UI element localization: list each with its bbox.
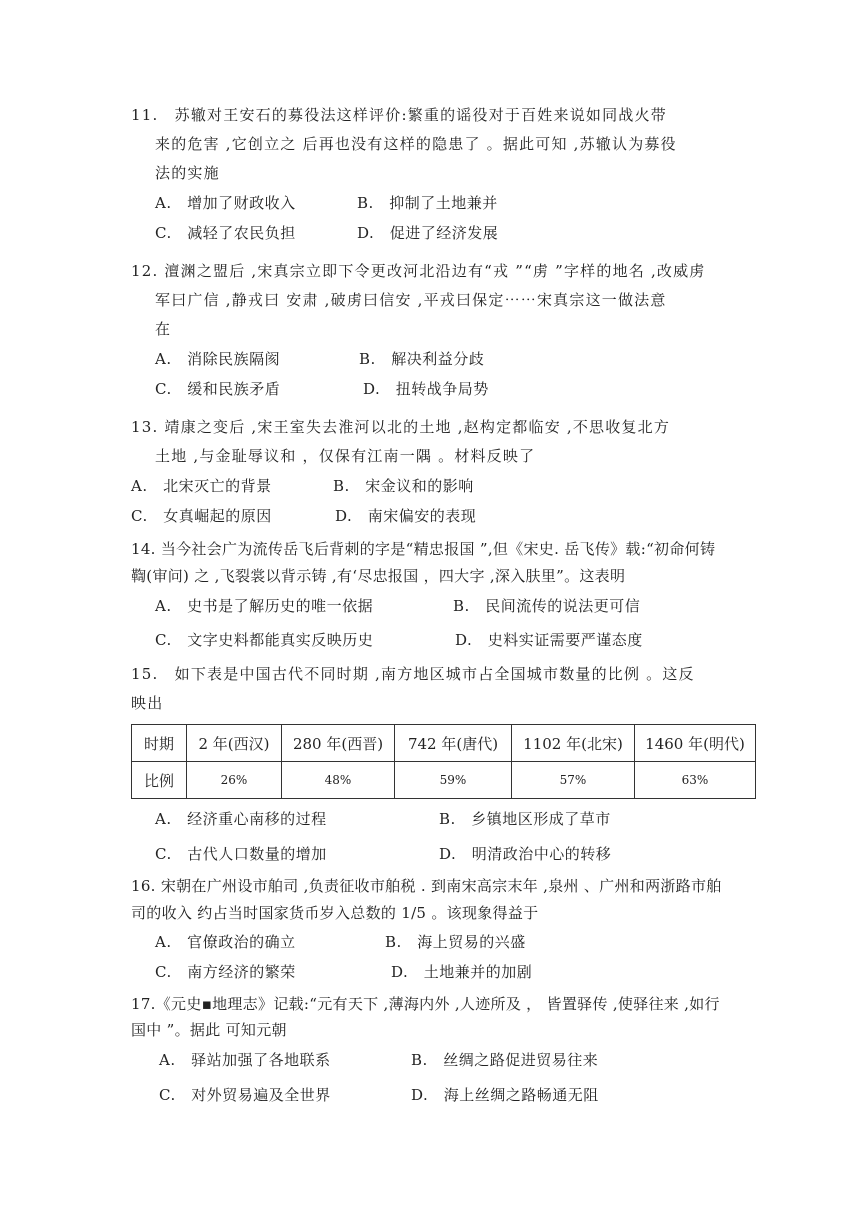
option-b: B. 海上贸易的兴盛: [385, 933, 526, 951]
option-b: B. 丝绸之路促进贸易往来: [411, 1051, 599, 1069]
option-c: C. 文字史料都能真实反映历史: [155, 631, 374, 649]
table-cell: 2 年(西汉): [187, 725, 282, 762]
option-b: B. 民间流传的说法更可信: [453, 597, 641, 615]
option-a: A. 史书是了解历史的唯一依据: [155, 597, 374, 615]
option-a: A. 官僚政治的确立: [155, 933, 296, 951]
option-a: A. 驿站加强了各地联系: [159, 1051, 331, 1069]
question-stem-line: 14. 当今社会广为流传岳飞后背刺的字是“精忠报国 ”,但《宋史. 岳飞传》载:“初命何铸: [131, 540, 716, 558]
table-cell: 280 年(西晋): [282, 725, 395, 762]
question-stem-line: 军曰广信 ,静戎曰 安肃 ,破虏曰信安 ,平戎曰保定⋯⋯宋真宗这一做法意: [155, 291, 667, 309]
option-c: C. 古代人口数量的增加: [155, 845, 327, 863]
table-header-row: [132, 725, 756, 762]
question-stem-line: 15. 如下表是中国古代不同时期 ,南方地区城市占全国城市数量的比例 。这反: [131, 665, 695, 683]
table-cell: 57%: [512, 762, 635, 799]
option-b: B. 宋金议和的影响: [333, 477, 474, 495]
table-cell: 59%: [395, 762, 512, 799]
option-b: B. 乡镇地区形成了草市: [439, 810, 611, 828]
option-b: B. 解决利益分歧: [359, 350, 485, 368]
table-cell: 742 年(唐代): [395, 725, 512, 762]
option-b: B. 抑制了土地兼并: [357, 194, 498, 212]
question-stem-line: 13. 靖康之变后 ,宋王室失去淮河以北的土地 ,赵构定都临安 ,不思收复北方: [131, 418, 671, 436]
table-cell: 63%: [635, 762, 756, 799]
question-stem-line: 鞫(审问) 之 ,飞裂裳以背示铸 ,有‘尽忠报国 ，四大字 ,深入肤里”。这表明: [131, 567, 626, 585]
option-d: D. 土地兼并的加剧: [391, 963, 533, 981]
option-d: D. 南宋偏安的表现: [335, 507, 477, 525]
option-c: C. 女真崛起的原因: [131, 507, 272, 525]
option-c: C. 缓和民族矛盾: [155, 380, 281, 398]
option-a: A. 经济重心南移的过程: [155, 810, 327, 828]
question-stem-line: 12. 澶渊之盟后 ,宋真宗立即下令更改河北沿边有“戎 ”“虏 ”字样的地名 ,改威虏: [131, 262, 706, 280]
option-a: A. 增加了财政收入: [155, 194, 296, 212]
option-d: D. 史料实证需要严谨态度: [455, 631, 643, 649]
option-d: D. 促进了经济发展: [357, 224, 499, 242]
option-c: C. 减轻了农民负担: [155, 224, 296, 242]
table-cell: 26%: [187, 762, 282, 799]
question-stem-line: 司的收入 约占当时国家货币岁入总数的 1/5 。该现象得益于: [131, 904, 539, 922]
city-ratio-table: [131, 724, 756, 799]
option-d: D. 扭转战争局势: [363, 380, 489, 398]
question-stem-line: 来的危害 ,它创立之 后再也没有这样的隐患了 。据此可知 ,苏辙认为募役: [155, 135, 677, 153]
option-d: D. 海上丝绸之路畅通无阻: [411, 1086, 599, 1104]
table-cell: 比例: [132, 762, 187, 799]
question-stem-line: 国中 ”。据此 可知元朝: [131, 1021, 287, 1039]
table-cell: 1460 年(明代): [635, 725, 756, 762]
question-stem-line: 在: [155, 320, 172, 338]
table-cell: 时期: [132, 725, 187, 762]
question-stem-line: 法的实施: [155, 164, 220, 182]
option-d: D. 明清政治中心的转移: [439, 845, 612, 863]
question-stem-line: 17.《元史▪地理志》记载:“元有天下 ,薄海内外 ,人迹所及 ， 皆置驿传 ,使驿往来 ,如行: [131, 995, 720, 1013]
question-stem-line: 土地 ,与金耻辱议和 ，仅保有江南一隅 。材料反映了: [155, 447, 536, 465]
table-row: [132, 762, 756, 799]
question-stem-line: 11. 苏辙对王安石的募役法这样评价:繁重的谣役对于百姓来说如同战火带: [131, 106, 667, 124]
option-a: A. 北宋灭亡的背景: [131, 477, 272, 495]
question-stem-line: 16. 宋朝在广州设市舶司 ,负责征收市舶税 . 到南宋高宗末年 ,泉州 、广州和两浙路市舶: [131, 877, 722, 895]
question-stem-line: 映出: [131, 694, 164, 712]
option-c: C. 南方经济的繁荣: [155, 963, 296, 981]
table-cell: 48%: [282, 762, 395, 799]
table-cell: 1102 年(北宋): [512, 725, 635, 762]
option-c: C. 对外贸易遍及全世界: [159, 1086, 331, 1104]
option-a: A. 消除民族隔阂: [155, 350, 281, 368]
